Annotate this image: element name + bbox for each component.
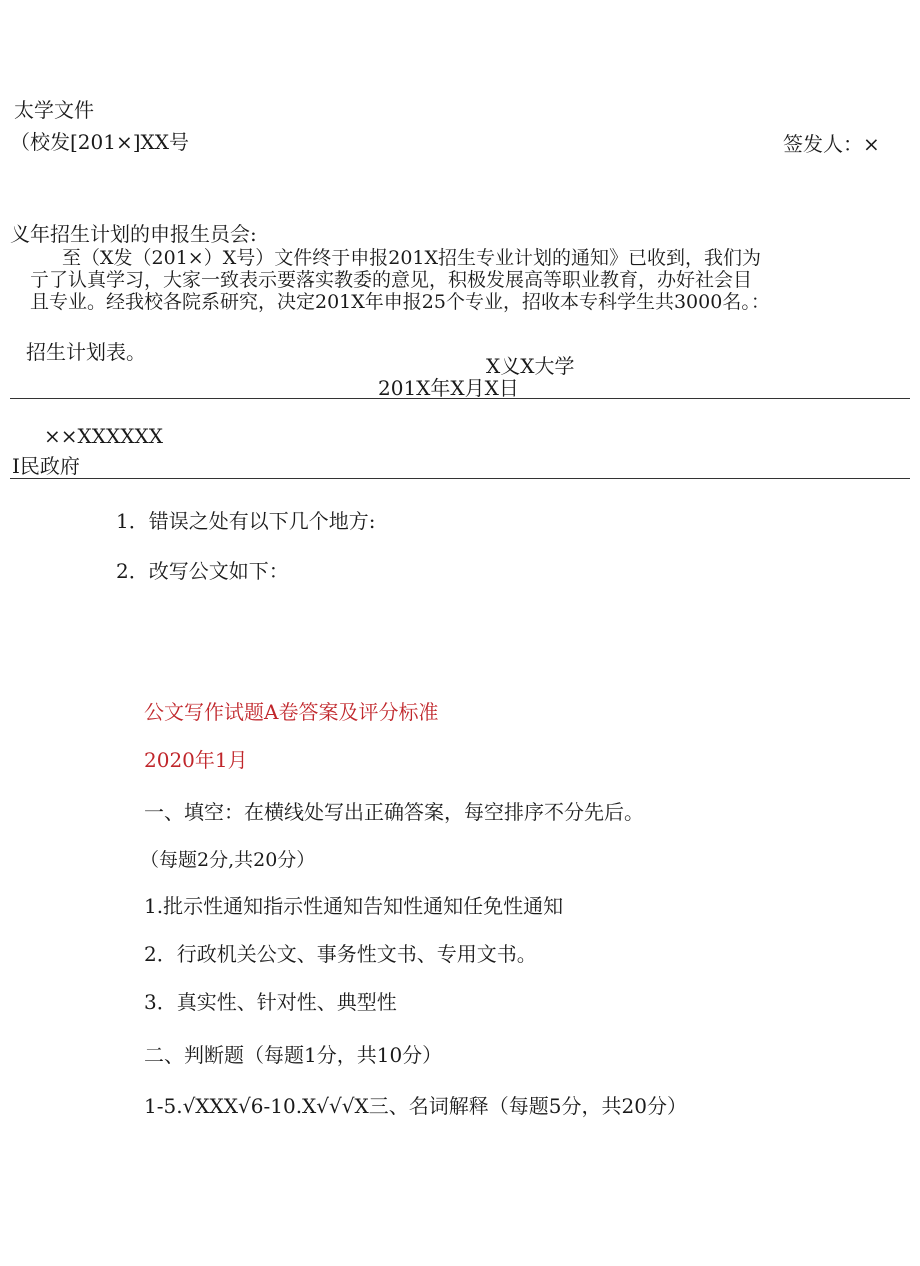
answer-item-2: 2．行政机关公文、事务性文书、专用文书。 <box>144 942 537 966</box>
answer-item-1: 1.批示性通知指示性通知告知性通知任免性通知 <box>144 894 564 918</box>
answer-key-date: 2020年1月 <box>144 748 248 772</box>
section-2-answers: 1-5.√XXX√6-10.X√√√X三、名词解释（每题5分，共20分） <box>144 1094 687 1118</box>
issue-date: 201X年X月X日 <box>378 376 519 400</box>
answer-item-3: 3．真实性、针对性、典型性 <box>144 990 397 1014</box>
question-2: 2．改写公文如下： <box>116 559 289 583</box>
recipient-org: I民政府 <box>12 454 80 478</box>
document-title: 太学文件 <box>14 98 94 122</box>
body-paragraph-line-2: 亍了认真学习，大家一致表示要落实教委的意见，积极发展高等职业教育，办好社会目 <box>30 269 753 291</box>
divider-line-top <box>10 398 910 399</box>
body-paragraph-line-1: 至（X发（201×）X号）文件终于申报201X招生专业计划的通知》已收到，我们为 <box>62 247 762 269</box>
section-1-heading: 一、填空：在横线处写出正确答案，每空排序不分先后。 <box>144 800 644 824</box>
attachment-line: 招生计划表。 <box>26 340 146 364</box>
body-paragraph-line-3: 且专业。经我校各院系研究，决定201X年申报25个专业，招收本专科学生共3000名。： <box>30 291 770 313</box>
document-number: （校发[201×]XX号 <box>10 130 190 154</box>
divider-line-bottom <box>10 478 910 479</box>
signer-label: 签发人：× <box>783 132 880 156</box>
section-1-score: （每题2分,共20分） <box>140 849 316 871</box>
question-1: 1．错误之处有以下几个地方: <box>116 509 376 533</box>
answer-key-title: 公文写作试题A卷答案及评分标准 <box>144 700 439 724</box>
issuing-organization: X义X大学 <box>486 354 575 378</box>
cc-line: ××XXXXXX <box>44 424 163 448</box>
salutation: 义年招生计划的申报生员会: <box>10 222 257 246</box>
section-2-heading: 二、判断题（每题1分，共10分） <box>144 1043 443 1067</box>
